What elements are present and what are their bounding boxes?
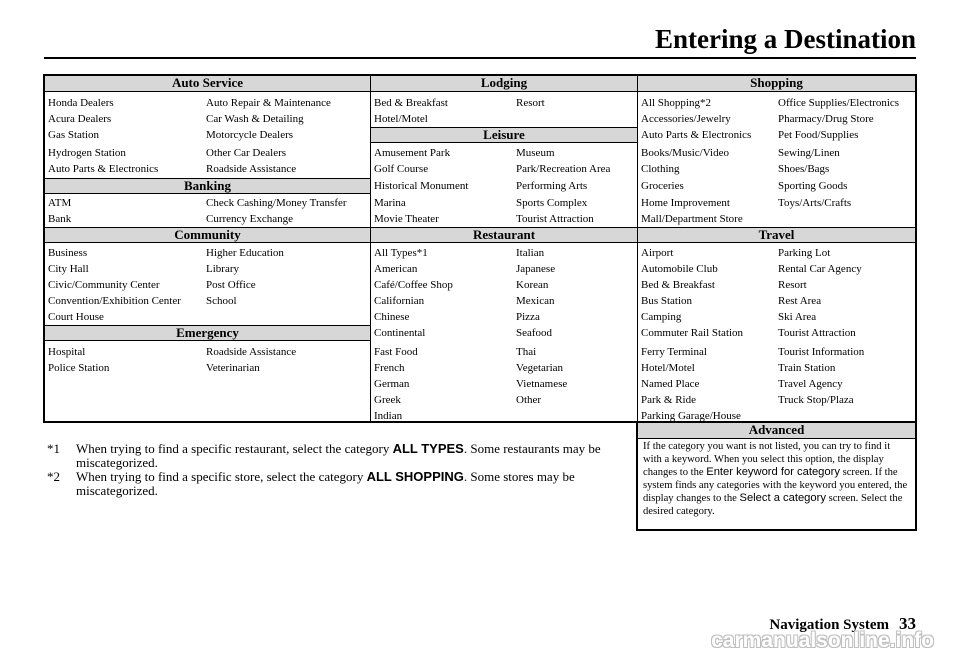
- list-item: Sporting Goods: [778, 180, 848, 192]
- list-item: German: [374, 378, 410, 390]
- list-item: Movie Theater: [374, 213, 439, 225]
- list-item: Bus Station: [641, 295, 693, 307]
- list-item: Sports Complex: [516, 197, 588, 209]
- list-item: City Hall: [48, 263, 89, 275]
- list-item: Car Wash & Detailing: [206, 113, 304, 125]
- list-item: Ferry Terminal: [641, 346, 707, 358]
- travel-header: Travel: [638, 227, 915, 243]
- list-item: ATM: [48, 197, 72, 209]
- list-item: Hydrogen Station: [48, 147, 126, 159]
- list-item: Veterinarian: [206, 362, 260, 374]
- list-item: All Shopping*2: [641, 97, 711, 109]
- footer-section: Navigation System: [769, 617, 889, 633]
- advanced-box: [636, 423, 917, 531]
- footnote: *1 When trying to find a specific restaurant, select the category ALL TYPES. Some restaurants may be miscategorized.: [47, 441, 601, 470]
- list-item: School: [206, 295, 237, 307]
- list-item: Performing Arts: [516, 180, 588, 192]
- list-item: Gas Station: [48, 129, 100, 141]
- list-item: Californian: [374, 295, 425, 307]
- list-item: Roadside Assistance: [206, 346, 297, 358]
- list-item: Roadside Assistance: [206, 163, 297, 175]
- list-item: Korean: [516, 279, 549, 291]
- list-item: Hospital: [48, 346, 86, 358]
- list-item: Currency Exchange: [206, 213, 294, 225]
- lodging-header: Lodging: [371, 76, 637, 92]
- list-item: Commuter Rail Station: [641, 327, 744, 339]
- list-item: Post Office: [206, 279, 256, 291]
- list-item: Automobile Club: [641, 263, 718, 275]
- list-item: Bed & Breakfast: [641, 279, 715, 291]
- list-item: Museum: [516, 147, 555, 159]
- list-item: Sewing/Linen: [778, 147, 840, 159]
- list-item: Resort: [778, 279, 807, 291]
- list-item: Toys/Arts/Crafts: [778, 197, 852, 209]
- advanced-header: Advanced: [638, 423, 915, 439]
- page-title: Entering a Destination: [654, 24, 916, 54]
- list-item: Seafood: [516, 327, 553, 339]
- list-item: Check Cashing/Money Transfer: [206, 197, 347, 209]
- keyword-enter-category: Enter keyword for category: [706, 466, 840, 479]
- list-item: Other Car Dealers: [206, 147, 287, 159]
- list-item: Tourist Attraction: [516, 213, 594, 225]
- list-item: Higher Education: [206, 247, 284, 259]
- footnote: *2 When trying to find a specific store, select the category ALL SHOPPING. Some stores may be miscategorized.: [47, 469, 575, 498]
- list-item: Airport: [641, 247, 674, 259]
- list-item: Motorcycle Dealers: [206, 129, 294, 141]
- list-item: Indian: [374, 410, 403, 422]
- list-item: Named Place: [641, 378, 700, 390]
- emergency-header: Emergency: [45, 325, 370, 341]
- list-item: Police Station: [48, 362, 110, 374]
- list-item: Train Station: [778, 362, 836, 374]
- list-item: Amusement Park: [374, 147, 451, 159]
- list-item: Resort: [516, 97, 545, 109]
- list-item: Vegetarian: [516, 362, 564, 374]
- list-item: Thai: [516, 346, 537, 358]
- list-item: Civic/Community Center: [48, 279, 160, 291]
- list-item: Groceries: [641, 180, 684, 192]
- list-item: All Types*1: [374, 247, 428, 259]
- list-item: Shoes/Bags: [778, 163, 830, 175]
- list-item: Travel Agency: [778, 378, 843, 390]
- list-item: Park & Ride: [641, 394, 696, 406]
- list-item: Rest Area: [778, 295, 822, 307]
- keyword-all-types: ALL TYPES: [392, 441, 464, 456]
- list-item: American: [374, 263, 418, 275]
- list-item: Historical Monument: [374, 180, 469, 192]
- list-item: Café/Coffee Shop: [374, 279, 453, 291]
- list-item: Pizza: [516, 311, 540, 323]
- list-item: Library: [206, 263, 239, 275]
- list-item: Rental Car Agency: [778, 263, 862, 275]
- list-item: Greek: [374, 394, 401, 406]
- list-item: Clothing: [641, 163, 680, 175]
- list-item: Office Supplies/Electronics: [778, 97, 900, 109]
- restaurant-header: Restaurant: [371, 227, 637, 243]
- category-table: [43, 74, 917, 423]
- keyword-select-category: Select a category: [739, 492, 826, 505]
- list-item: Hotel/Motel: [641, 362, 695, 374]
- list-item: Continental: [374, 327, 426, 339]
- list-item: Tourist Information: [778, 346, 865, 358]
- list-item: French: [374, 362, 405, 374]
- list-item: Vietnamese: [516, 378, 568, 390]
- list-item: Convention/Exhibition Center: [48, 295, 181, 307]
- community-header: Community: [45, 227, 370, 243]
- list-item: Parking Garage/House: [641, 410, 741, 422]
- list-item: Truck Stop/Plaza: [778, 394, 854, 406]
- list-item: Marina: [374, 197, 406, 209]
- list-item: Pharmacy/Drug Store: [778, 113, 874, 125]
- list-item: Pet Food/Supplies: [778, 129, 859, 141]
- list-item: Italian: [516, 247, 545, 259]
- advanced-description: If the category you want is not listed, you can try to find it with a keyword. When you select this option, the display changes to the Enter keyword for category screen. If the system finds any categories with the keyword you entered, the display changes to the Select a category screen. Select the desired category.: [643, 441, 908, 517]
- list-item: Books/Music/Video: [641, 147, 729, 159]
- list-item: Bank: [48, 213, 72, 225]
- list-item: Parking Lot: [778, 247, 831, 259]
- footnotes: [47, 442, 632, 498]
- list-item: Auto Parts & Electronics: [48, 163, 159, 175]
- list-item: Other: [516, 394, 542, 406]
- auto-service-header: Auto Service: [45, 76, 370, 92]
- title-rule: [44, 57, 916, 59]
- list-item: Court House: [48, 311, 104, 323]
- list-item: Golf Course: [374, 163, 429, 175]
- list-item: Mall/Department Store: [641, 213, 743, 225]
- list-item: Hotel/Motel: [374, 113, 428, 125]
- page-number: 33: [899, 614, 916, 633]
- list-item: Fast Food: [374, 346, 418, 358]
- list-item: Mexican: [516, 295, 555, 307]
- list-item: Auto Parts & Electronics: [641, 129, 752, 141]
- list-item: Bed & Breakfast: [374, 97, 448, 109]
- leisure-header: Leisure: [371, 127, 637, 143]
- list-item: Business: [48, 247, 88, 259]
- list-item: Chinese: [374, 311, 410, 323]
- list-item: Japanese: [516, 263, 556, 275]
- shopping-header: Shopping: [638, 76, 915, 92]
- list-item: Home Improvement: [641, 197, 730, 209]
- list-item: Honda Dealers: [48, 97, 114, 109]
- banking-header: Banking: [45, 178, 370, 194]
- list-item: Park/Recreation Area: [516, 163, 611, 175]
- list-item: Acura Dealers: [48, 113, 112, 125]
- list-item: Ski Area: [778, 311, 817, 323]
- keyword-all-shopping: ALL SHOPPING: [366, 469, 464, 484]
- list-item: Auto Repair & Maintenance: [206, 97, 331, 109]
- list-item: Accessories/Jewelry: [641, 113, 731, 125]
- list-item: Tourist Attraction: [778, 327, 856, 339]
- column-divider: [637, 76, 638, 421]
- list-item: Camping: [641, 311, 682, 323]
- watermark: carmanualsonline.info: [711, 629, 934, 652]
